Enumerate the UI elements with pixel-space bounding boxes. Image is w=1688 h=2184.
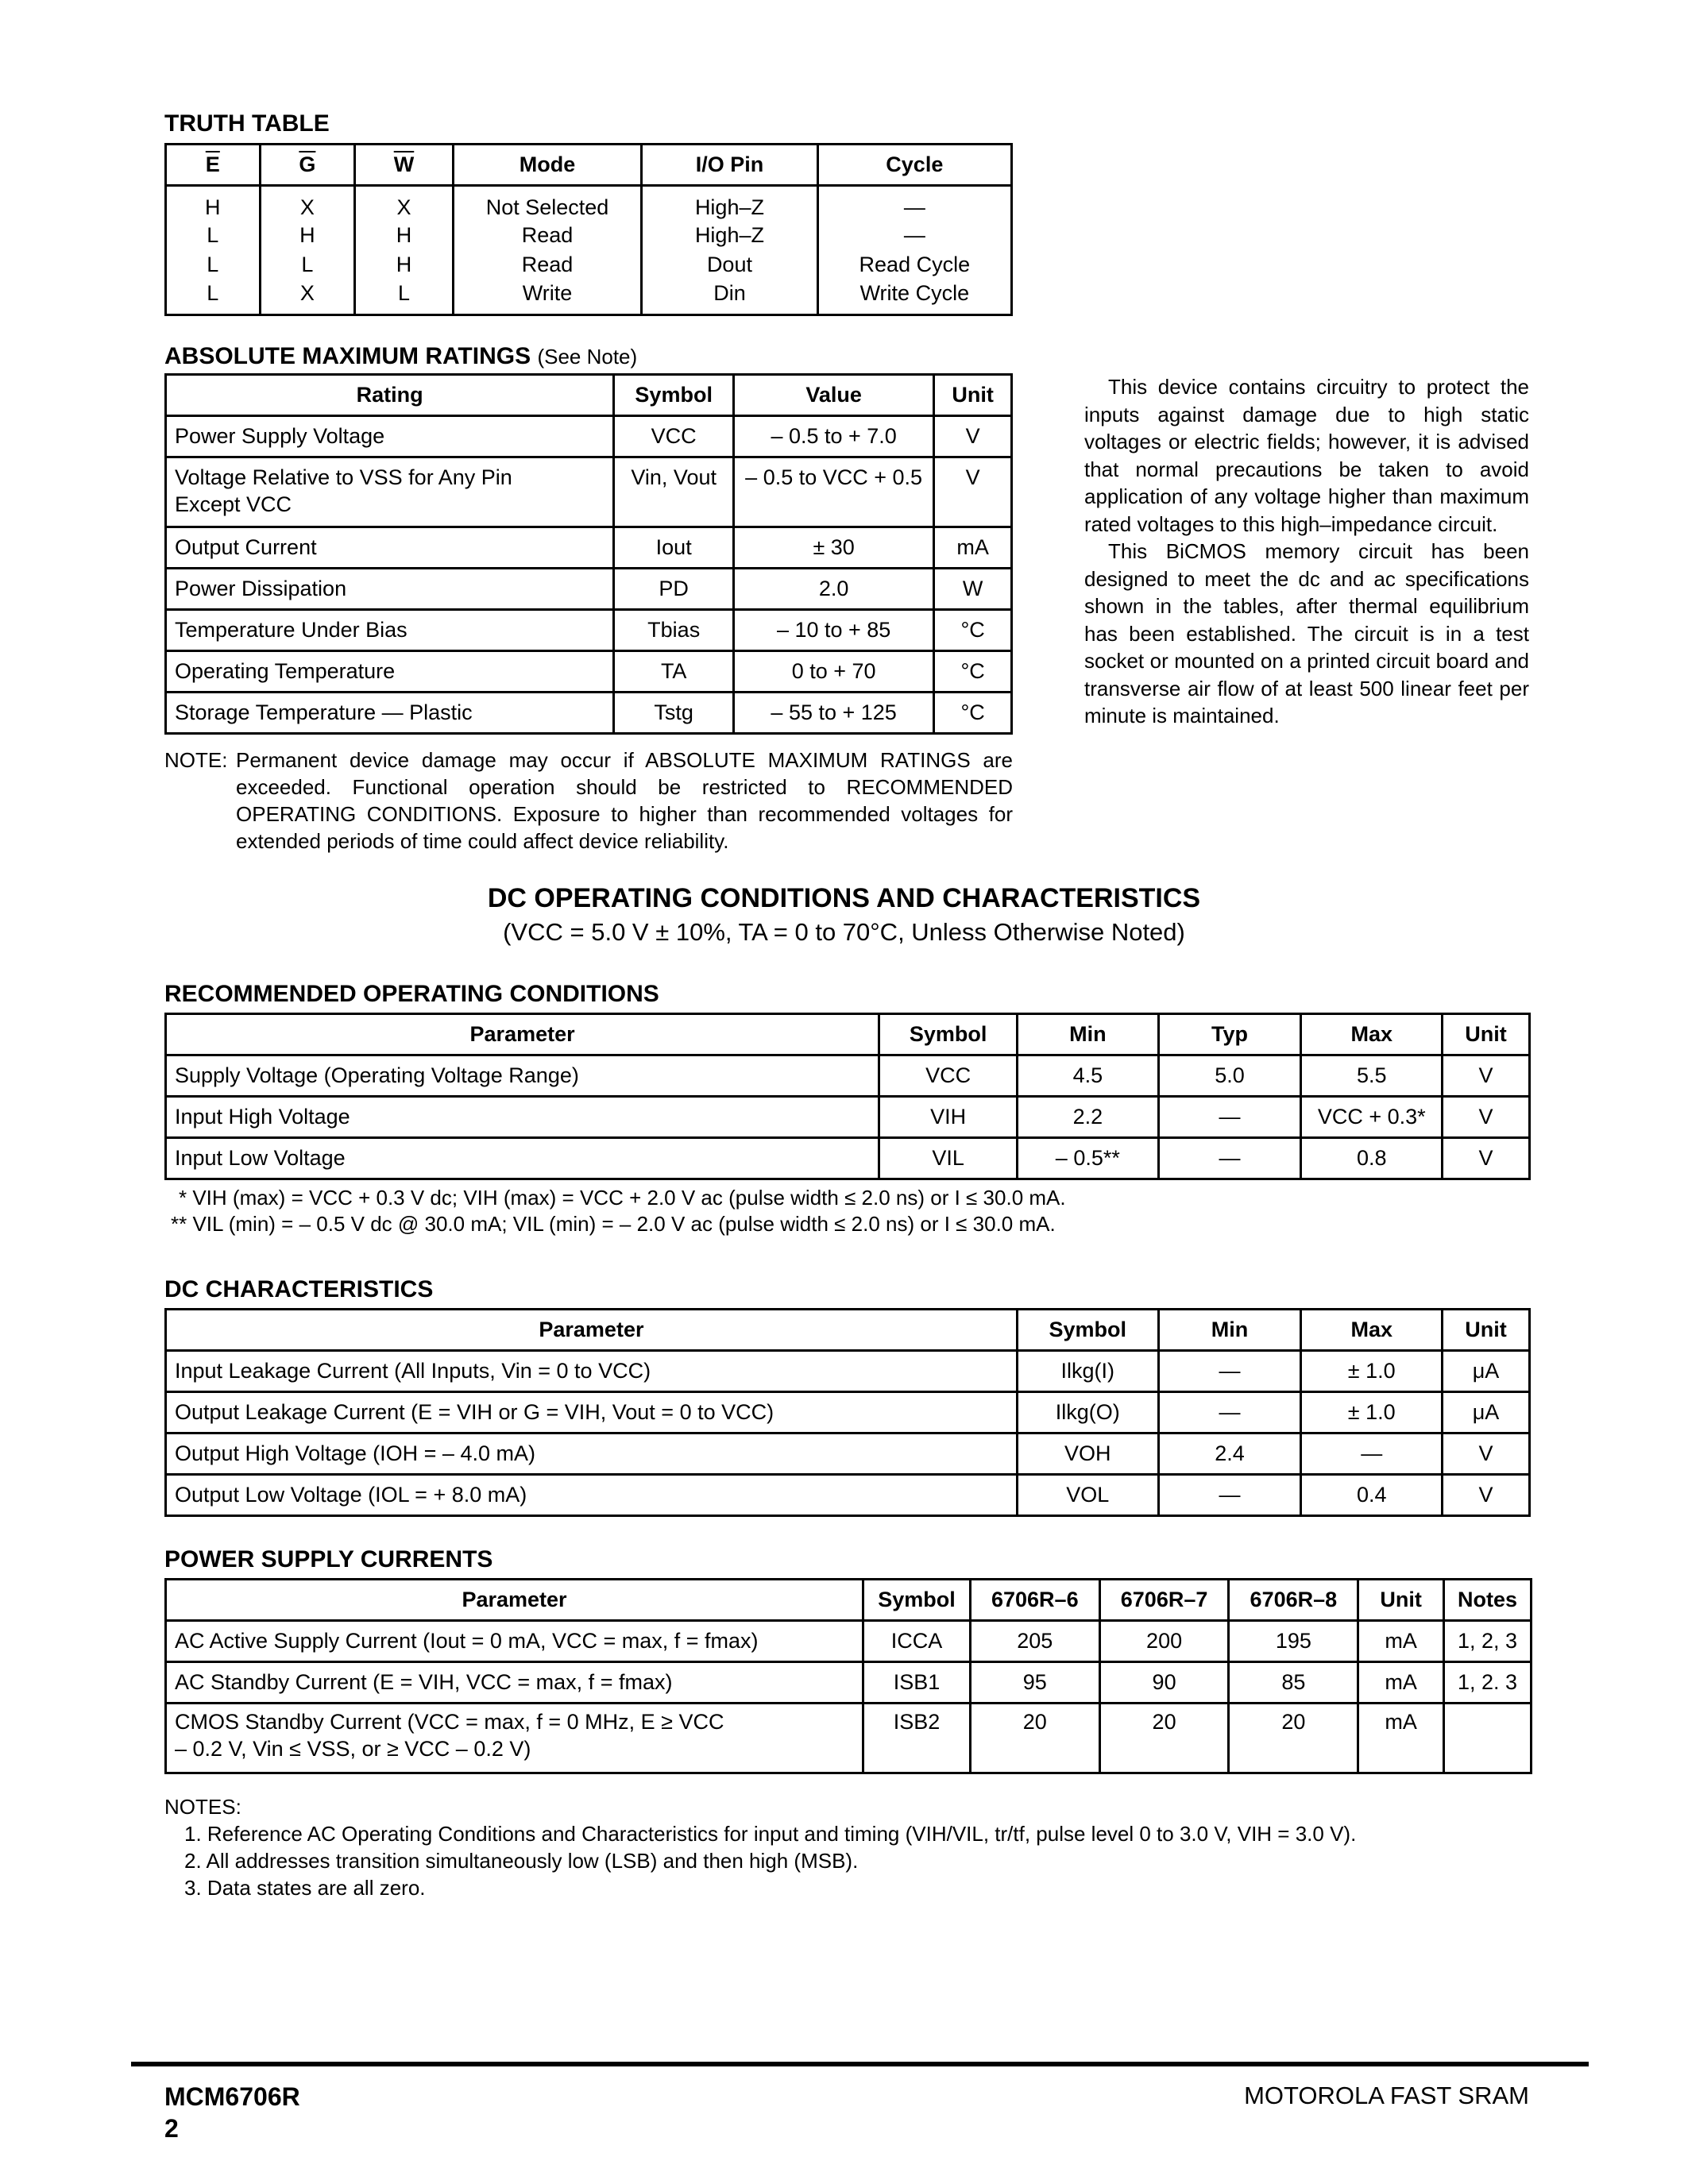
cell: AC Active Supply Current (Iout = 0 mA, VCC = max, f = fmax) (166, 1621, 863, 1662)
cell: H (355, 251, 454, 280)
cell: – 55 to + 125 (734, 693, 934, 734)
cell: °C (934, 610, 1012, 651)
dc-heading-title: DC OPERATING CONDITIONS AND CHARACTERISTICS (487, 883, 1201, 913)
cell: Ilkg(I) (1017, 1351, 1158, 1392)
header-symbol: Symbol (879, 1014, 1018, 1055)
cell: — (1158, 1138, 1301, 1179)
cell: ± 1.0 (1301, 1392, 1443, 1433)
cell: High–Z (642, 222, 817, 251)
header-parameter: Parameter (166, 1310, 1018, 1351)
header-cycle: Cycle (817, 145, 1011, 186)
roc-title: RECOMMENDED OPERATING CONDITIONS (164, 981, 659, 1007)
cell: — (817, 186, 1011, 222)
paragraph-1: This device contains circuitry to protect the inputs against damage due to high static voltages or electric fields; however, it is advised that normal precautions be taken to avoid application of any voltage higher than maximum rated voltages to this high–impedance circuit. (1084, 375, 1529, 536)
cell: – 0.5** (1017, 1138, 1158, 1179)
cell: ± 30 (734, 527, 934, 569)
cell: Temperature Under Bias (166, 610, 614, 651)
header-value: Value (734, 375, 934, 416)
cell: Input High Voltage (166, 1097, 879, 1138)
table-row (166, 693, 1012, 734)
cell: VIL (879, 1138, 1018, 1179)
cell: VCC (879, 1055, 1018, 1097)
cell: mA (934, 527, 1012, 569)
list-item: 2. All addresses transition simultaneously low (LSB) and then high (MSB). (184, 1849, 859, 1873)
dc-heading-subtitle: (VCC = 5.0 V ± 10%, TA = 0 to 70°C, Unless Otherwise Noted) (503, 918, 1185, 946)
cell: Write Cycle (817, 280, 1011, 314)
table-row (166, 1662, 1532, 1704)
cell: Input Leakage Current (All Inputs, Vin = 0 to VCC) (166, 1351, 1018, 1392)
cell: 20 (1229, 1704, 1358, 1773)
cell: AC Standby Current (E = VIH, VCC = max, f = fmax) (166, 1662, 863, 1704)
cell: — (1158, 1392, 1301, 1433)
cell: Ilkg(O) (1017, 1392, 1158, 1433)
psc-notes (164, 1793, 1356, 1901)
cell: Storage Temperature — Plastic (166, 693, 614, 734)
header-notes: Notes (1444, 1580, 1532, 1621)
cell: V (1443, 1055, 1530, 1097)
table-row (166, 1433, 1530, 1475)
dcc-title: DC CHARACTERISTICS (164, 1276, 434, 1302)
table-row (166, 610, 1012, 651)
cell: — (1301, 1433, 1443, 1475)
cell: 5.5 (1301, 1055, 1443, 1097)
amr-title-text: ABSOLUTE MAXIMUM RATINGS (164, 343, 531, 369)
cell: 0.4 (1301, 1475, 1443, 1516)
table-row (166, 1097, 1530, 1138)
table-row (166, 1704, 1532, 1773)
cell: 205 (970, 1621, 1099, 1662)
cell: VOH (1017, 1433, 1158, 1475)
amr-note (164, 747, 1013, 855)
header-symbol: Symbol (863, 1580, 971, 1621)
header-mode: Mode (453, 145, 641, 186)
header-max: Max (1301, 1014, 1443, 1055)
note-2: All addresses transition simultaneously low (LSB) and then high (MSB). (206, 1849, 859, 1873)
cell: V (934, 416, 1012, 457)
cell: °C (934, 651, 1012, 693)
table-row (166, 569, 1012, 610)
header-6706r-6: 6706R–6 (970, 1580, 1099, 1621)
cell: ISB1 (863, 1662, 971, 1704)
header-parameter: Parameter (166, 1580, 863, 1621)
cell: Read Cycle (817, 251, 1011, 280)
note-3: Data states are all zero. (207, 1876, 426, 1900)
cell: Power Dissipation (166, 569, 614, 610)
header-unit: Unit (1358, 1580, 1444, 1621)
psc-table (164, 1578, 1532, 1774)
table-row (166, 1392, 1530, 1433)
cell: Power Supply Voltage (166, 416, 614, 457)
cell: Din (642, 280, 817, 314)
cell: ± 1.0 (1301, 1351, 1443, 1392)
cell: V (1443, 1097, 1530, 1138)
cell: V (1443, 1433, 1530, 1475)
cell: Output Leakage Current (E = VIH or G = VIH, Vout = 0 to VCC) (166, 1392, 1018, 1433)
cell: – 10 to + 85 (734, 610, 934, 651)
cell: μA (1443, 1392, 1530, 1433)
cell: — (1158, 1475, 1301, 1516)
cell: Tstg (614, 693, 734, 734)
header-min: Min (1017, 1014, 1158, 1055)
cell: — (1158, 1351, 1301, 1392)
cell: X (260, 186, 355, 222)
cell: °C (934, 693, 1012, 734)
cell: V (1443, 1138, 1530, 1179)
header-6706r-8: 6706R–8 (1229, 1580, 1358, 1621)
cell: L (355, 280, 454, 314)
header-g: $\overline{G}$ (260, 145, 355, 186)
table-row (166, 1055, 1530, 1097)
header-6706r-7: 6706R–7 (1099, 1580, 1229, 1621)
cell: 4.5 (1017, 1055, 1158, 1097)
table-row (166, 527, 1012, 569)
cell: W (934, 569, 1012, 610)
header-typ: Typ (1158, 1014, 1301, 1055)
footer-part-number: MCM6706R (164, 2082, 300, 2111)
cell: H (166, 186, 261, 222)
cell: X (355, 186, 454, 222)
cell: 90 (1099, 1662, 1229, 1704)
cell: High–Z (642, 186, 817, 222)
cell: 0.8 (1301, 1138, 1443, 1179)
cell: 85 (1229, 1662, 1358, 1704)
footer-brand: MOTOROLA FAST SRAM (1244, 2082, 1529, 2109)
cell: μA (1443, 1351, 1530, 1392)
table-row (166, 1351, 1530, 1392)
table-row (166, 1138, 1530, 1179)
cell: VCC (614, 416, 734, 457)
table-row (166, 222, 1012, 251)
amr-title (164, 341, 637, 372)
header-parameter: Parameter (166, 1014, 879, 1055)
cell: Not Selected (453, 186, 641, 222)
amr-title-note: (See Note) (537, 345, 638, 369)
cell: CMOS Standby Current (VCC = max, f = 0 MHz, E ≥ VCC – 0.2 V, Vin ≤ VSS, or ≥ VCC – 0.2 V) (166, 1704, 863, 1773)
header-max: Max (1301, 1310, 1443, 1351)
cell: Output Current (166, 527, 614, 569)
cell: L (166, 280, 261, 314)
table-row (166, 186, 1012, 222)
cell: ICCA (863, 1621, 971, 1662)
paragraph-2: This BiCMOS memory circuit has been designed to meet the dc and ac specifications shown in the tables, after thermal equilibrium has been established. The circuit is in a test socket or mounted on a printed circuit board and transverse air flow of at least 500 linear feet per minute is maintained. (1084, 539, 1529, 727)
cell: – 0.5 to + 7.0 (734, 416, 934, 457)
cell: V (1443, 1475, 1530, 1516)
esd-paragraph (1084, 373, 1529, 730)
table-row (166, 457, 1012, 527)
table-row (166, 1475, 1530, 1516)
note-label: NOTE: (164, 748, 228, 772)
header-unit: Unit (1443, 1310, 1530, 1351)
cell: Voltage Relative to VSS for Any Pin Except VCC (166, 457, 614, 527)
note-text: Permanent device damage may occur if ABSOLUTE MAXIMUM RATINGS are exceeded. Functional operation should be restricted to RECOMMENDED OPERATING CONDITIONS. Exposure to higher than recommended voltages for extended periods of time could affect device reliability. (236, 748, 1013, 853)
roc-footnote-2: ** VIL (min) = – 0.5 V dc @ 30.0 mA; VIL (min) = – 2.0 V ac (pulse width ≤ 2.0 ns) or I ≤ 30.0 mA. (171, 1212, 1056, 1236)
cell: – 0.5 to VCC + 0.5 (734, 457, 934, 527)
table-row (166, 651, 1012, 693)
cell: PD (614, 569, 734, 610)
cell: — (817, 222, 1011, 251)
note-1: Reference AC Operating Conditions and Characteristics for input and timing (VIH/VIL, tr/tf, pulse level 0 to 3.0 V, VIH = 3.0 V). (207, 1822, 1357, 1846)
list-item: 1. Reference AC Operating Conditions and Characteristics for input and timing (VIH/VIL, tr/tf, pulse level 0 to 3.0 V, VIH = 3.0 V). (184, 1822, 1357, 1846)
list-item: 3. Data states are all zero. (184, 1876, 426, 1900)
cell: L (260, 251, 355, 280)
roc-footnote-1: * VIH (max) = VCC + 0.3 V dc; VIH (max) = VCC + 2.0 V ac (pulse width ≤ 2.0 ns) or I ≤ 30.0 mA. (179, 1186, 1066, 1210)
cell: 2.2 (1017, 1097, 1158, 1138)
cell: Read (453, 222, 641, 251)
cell: VCC + 0.3* (1301, 1097, 1443, 1138)
cell: 1, 2. 3 (1444, 1662, 1532, 1704)
cell: ISB2 (863, 1704, 971, 1773)
cell: mA (1358, 1704, 1444, 1773)
cell: 2.0 (734, 569, 934, 610)
header-unit: Unit (1443, 1014, 1530, 1055)
footer-page-number: 2 (164, 2114, 179, 2143)
cell: 200 (1099, 1621, 1229, 1662)
amr-table (164, 373, 1013, 735)
cell: 1, 2, 3 (1444, 1621, 1532, 1662)
dcc-table (164, 1308, 1531, 1517)
truth-table (164, 143, 1013, 316)
header-e: $\overline{E}$ (166, 145, 261, 186)
cell: 2.4 (1158, 1433, 1301, 1475)
roc-table (164, 1013, 1531, 1180)
cell: 20 (1099, 1704, 1229, 1773)
cell: 195 (1229, 1621, 1358, 1662)
cell: 0 to + 70 (734, 651, 934, 693)
cell: 95 (970, 1662, 1099, 1704)
table-row (166, 280, 1012, 314)
cell: 5.0 (1158, 1055, 1301, 1097)
table-row (166, 416, 1012, 457)
header-w: $\overline{W}$ (355, 145, 454, 186)
header-io-pin: I/O Pin (642, 145, 817, 186)
cell: L (166, 222, 261, 251)
table-row (166, 1621, 1532, 1662)
notes-label: NOTES: (164, 1795, 241, 1819)
cell: VIH (879, 1097, 1018, 1138)
cell: H (260, 222, 355, 251)
truth-table-title: TRUTH TABLE (164, 110, 330, 137)
cell: L (166, 251, 261, 280)
cell: Input Low Voltage (166, 1138, 879, 1179)
cell: Vin, Vout (614, 457, 734, 527)
cell: Dout (642, 251, 817, 280)
header-min: Min (1158, 1310, 1301, 1351)
psc-title: POWER SUPPLY CURRENTS (164, 1546, 493, 1572)
cell: Output Low Voltage (IOL = + 8.0 mA) (166, 1475, 1018, 1516)
table-row (166, 251, 1012, 280)
header-unit: Unit (934, 375, 1012, 416)
cell: Output High Voltage (IOH = – 4.0 mA) (166, 1433, 1018, 1475)
cell: VOL (1017, 1475, 1158, 1516)
cell: Write (453, 280, 641, 314)
cell: 20 (970, 1704, 1099, 1773)
footer-rule (131, 2062, 1589, 2066)
header-rating: Rating (166, 375, 614, 416)
cell: Tbias (614, 610, 734, 651)
cell: X (260, 280, 355, 314)
cell: Operating Temperature (166, 651, 614, 693)
cell: V (934, 457, 1012, 527)
cell: TA (614, 651, 734, 693)
cell (1444, 1704, 1532, 1773)
cell: — (1158, 1097, 1301, 1138)
header-symbol: Symbol (614, 375, 734, 416)
cell: Iout (614, 527, 734, 569)
notes-list (164, 1820, 1356, 1901)
cell: Supply Voltage (Operating Voltage Range) (166, 1055, 879, 1097)
cell: mA (1358, 1662, 1444, 1704)
cell: H (355, 222, 454, 251)
header-symbol: Symbol (1017, 1310, 1158, 1351)
cell: Read (453, 251, 641, 280)
cell: mA (1358, 1621, 1444, 1662)
